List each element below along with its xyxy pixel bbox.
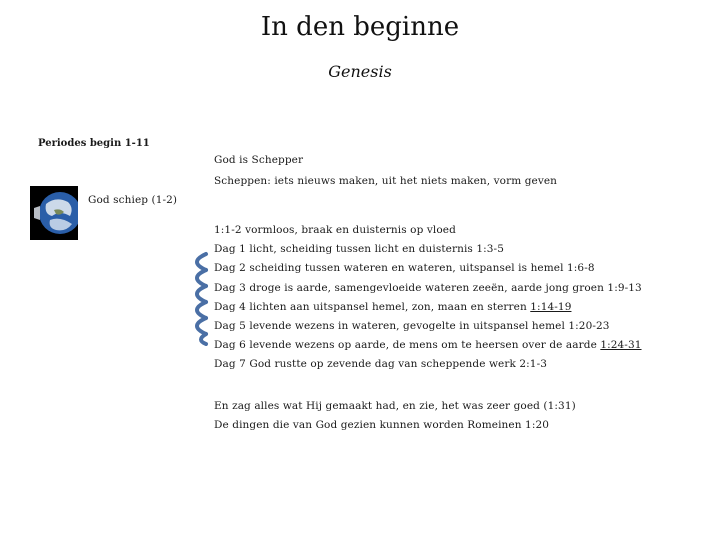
side-caption: God schiep (1-2) — [88, 194, 178, 206]
day-line: Dag 3 droge is aarde, samengevloeide wateren zeeën, aarde jong groen 1:9-13 — [214, 282, 642, 294]
page-subtitle: Genesis — [328, 62, 392, 81]
brace-decoration — [184, 250, 210, 346]
closing-line-2: De dingen die van God gezien kunnen worden Romeinen 1:20 — [214, 419, 550, 431]
day-line: Dag 7 God rustte op zevende dag van scheppende werk 2:1-3 — [214, 358, 548, 370]
day-line: Dag 1 licht, scheiding tussen licht en duisternis 1:3-5 — [214, 243, 504, 255]
section-heading: Periodes begin 1-11 — [38, 138, 150, 149]
closing-line-1: En zag alles wat Hij gemaakt had, en zie, het was zeer goed (1:31) — [214, 400, 576, 412]
day-line: Dag 5 levende wezens in wateren, gevogelte in uitspansel hemel 1:20-23 — [214, 320, 610, 332]
day-line: Dag 4 lichten aan uitspansel hemel, zon, maan en sterren 1:14-19 — [214, 301, 572, 313]
day-line: 1:1-2 vormloos, braak en duisternis op vloed — [214, 224, 456, 236]
day-line: Dag 6 levende wezens op aarde, de mens om te heersen over de aarde 1:24-31 — [214, 339, 642, 351]
page-title: In den beginne — [260, 12, 460, 42]
intro-line-2: Scheppen: iets nieuws maken, uit het niets maken, vorm geven — [214, 175, 558, 187]
intro-line-1: God is Schepper — [214, 154, 304, 166]
earth-image — [30, 186, 78, 240]
day-line: Dag 2 scheiding tussen wateren en wateren, uitspansel is hemel 1:6-8 — [214, 262, 595, 274]
